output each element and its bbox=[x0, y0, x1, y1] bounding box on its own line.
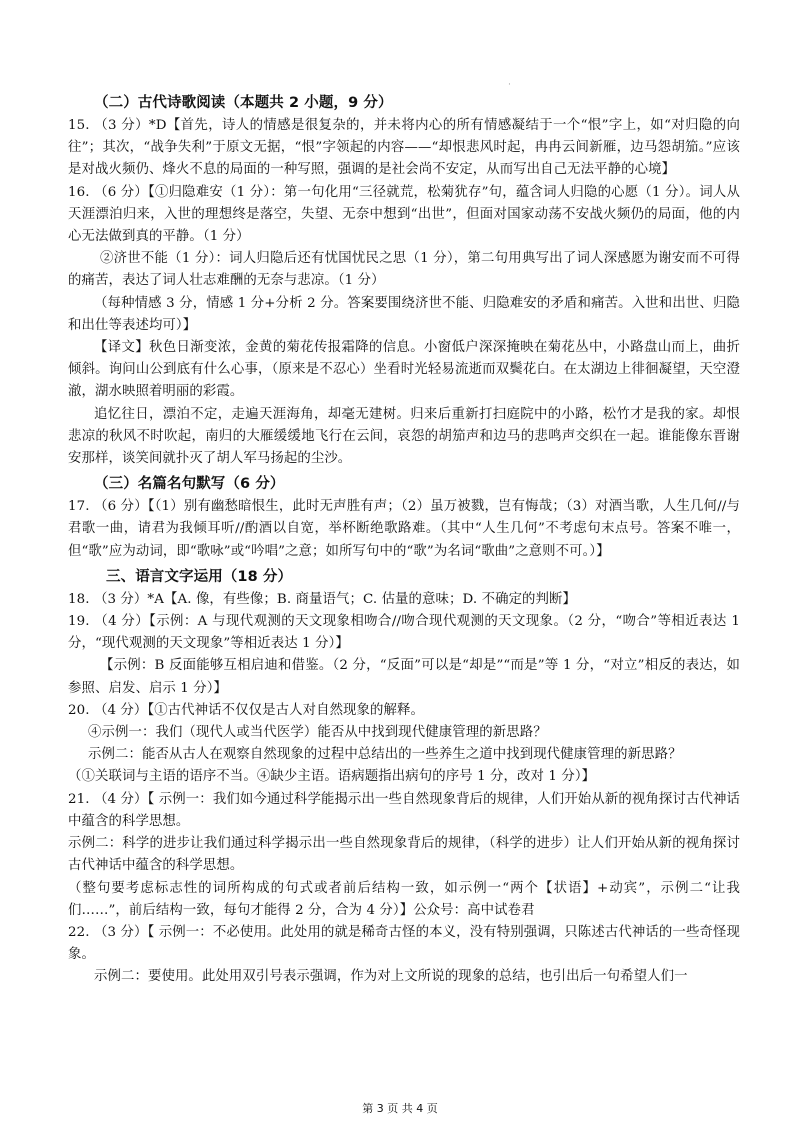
answer-paragraph: 15. （3 分）*D【首先，诗人的情感是很复杂的，并未将内心的所有情感凝结于一个“恨”字上，如“对归隐的向往”；其次，“战争失利”于原文无据，“恨”字领起的内容——“却恨悲风时起，冉冉云间新雁，边马怨胡笳。”应该是对战火频仍、烽火不息的局面的一种写照，强调的是社会尚不安定，从而写出自己无法平静的心境】 bbox=[68, 118, 740, 178]
answer-paragraph: （每种情感 3 分，情感 1 分+分析 2 分。答案要围绕济世不能、归隐难安的矛盾和痛苦。入世和出世、归隐和出仕等表述均可）】 bbox=[68, 295, 740, 333]
answer-paragraph: 【译文】秋色日渐变浓，金黄的菊花传报霜降的信息。小窗低户深深掩映在菊花丛中，小路盘山而上，曲折倾斜。询问山公到底有什么心事，（原来是不忍心）坐看时光轻易流逝而双鬓花白。在太湖边上徘徊凝望，天空澄澈，湖水映照着明丽的彩霞。 bbox=[68, 340, 740, 400]
answer-paragraph: （整句要考虑标志性的词所构成的句式或者前后结构一致，如示例一“两个【状语】+动宾”，示例二“让我们……”，前后结构一致，每句才能得 2 分，合为 4 分）】公众号：高中试卷君 bbox=[68, 880, 740, 918]
answer-paragraph: ④示例一：我们（现代人或当代医学）能否从中找到现代健康管理的新思路？ bbox=[88, 725, 547, 741]
answer-paragraph: 20. （4 分）【①古代神话不仅仅是古人对自然现象的解释。 bbox=[68, 702, 425, 718]
answer-paragraph: 21. （4 分）【 示例一：我们如今通过科学能揭示出一些自然现象背后的规律，人们开始从新的视角探讨古代神话中蕴含的科学思想。 bbox=[68, 791, 740, 829]
answer-paragraph: 17. （6 分）【（1）别有幽愁暗恨生，此时无声胜有声；（2）虽万被戮，岂有悔哉；（3）对酒当歌，人生几何//与君歌一曲，请君为我倾耳听//酌酒以自宽，举杯断绝歌路难。（其中“人生几何”不考虑句末点号。答案不唯一，但“歌”应为动词，即“歌咏”或“吟唱”之意；如所写句中的“歌”为名词“歌曲”之意则不可。）】 bbox=[68, 499, 740, 559]
answer-paragraph: 示例二：科学的进步让我们通过科学揭示出一些自然现象背后的规律，（科学的进步）让人们开始从新的视角探讨古代神话中蕴含的科学思想。 bbox=[68, 836, 740, 874]
page-footer: 第 3 页 共 4 页 bbox=[362, 1102, 438, 1115]
answer-paragraph: 18. （3 分）*A【A. 像，有些像；B. 商量语气；C. 估量的意味；D. 不确定的判断】 bbox=[68, 591, 577, 607]
answer-paragraph: ②济世不能（1 分）：词人归隐后还有忧国忧民之思（1 分），第二句用典写出了词人深感愿为谢安而不可得的痛苦，表达了词人壮志难酬的无奈与悲凉。（1 分） bbox=[68, 251, 740, 289]
answer-content bbox=[68, 92, 740, 989]
answer-paragraph: 示例二：要使用。此处用双引号表示强调，作为对上文所说的现象的总结，也引出后一句希望人们一 bbox=[94, 969, 688, 985]
answer-paragraph: 19. （4 分）【示例：A 与现代观测的天文现象相吻合//吻合现代观测的天文现象。（2 分，“吻合”等相近表达 1 分，“现代观测的天文现象”等相近表达 1 分）】 bbox=[68, 614, 740, 652]
answer-paragraph: 22. （3 分）【 示例一：不必使用。此处用的就是稀奇古怪的本义，没有特别强调，只陈述古代神话的一些奇怪现象。 bbox=[68, 924, 740, 963]
section-heading: 三、语言文字运用（18 分） bbox=[106, 568, 293, 585]
corner-mark: · bbox=[508, 80, 511, 90]
answer-paragraph: （①关联词与主语的语序不当。④缺少主语。语病题指出病句的序号 1 分，改对 1 分）】 bbox=[68, 769, 596, 785]
section-heading: （二）古代诗歌阅读（本题共 2 小题，9 分） bbox=[94, 95, 393, 111]
section-heading: （三）名篇名句默写（6 分） bbox=[94, 476, 285, 493]
answer-paragraph: 【示例：B 反面能够互相启迪和借鉴。（2 分，“反面”可以是“却是”“而是”等 1 分，“对立”相反的表达，如参照、启发、启示 1 分）】 bbox=[68, 658, 740, 696]
answer-paragraph: 示例二：能否从古人在观察自然现象的过程中总结出的一些养生之道中找到现代健康管理的新思路？ bbox=[88, 747, 682, 763]
answer-paragraph: 16. （6 分）【①归隐难安（1 分）：第一句化用“三径就荒，松菊犹存”句，蕴含词人归隐的心愿（1 分）。词人从天涯漂泊归来，入世的理想终是落空，失望、无奈中想到“出世”，但面对国家动荡不安战火频仍的局面，他的内心无法做到真的平静。（1 分） bbox=[68, 184, 740, 245]
answer-paragraph: 追忆往日，漂泊不定，走遍天涯海角，却毫无建树。归来后重新打扫庭院中的小路，松竹才是我的家。却恨悲凉的秋风不时吹起，南归的大雁缓缓地飞行在云间，哀怨的胡笳声和边马的悲鸣声交织在一起。谁能像东晋谢安那样，谈笑间就扑灭了胡人军马扬起的尘沙。 bbox=[68, 406, 740, 467]
